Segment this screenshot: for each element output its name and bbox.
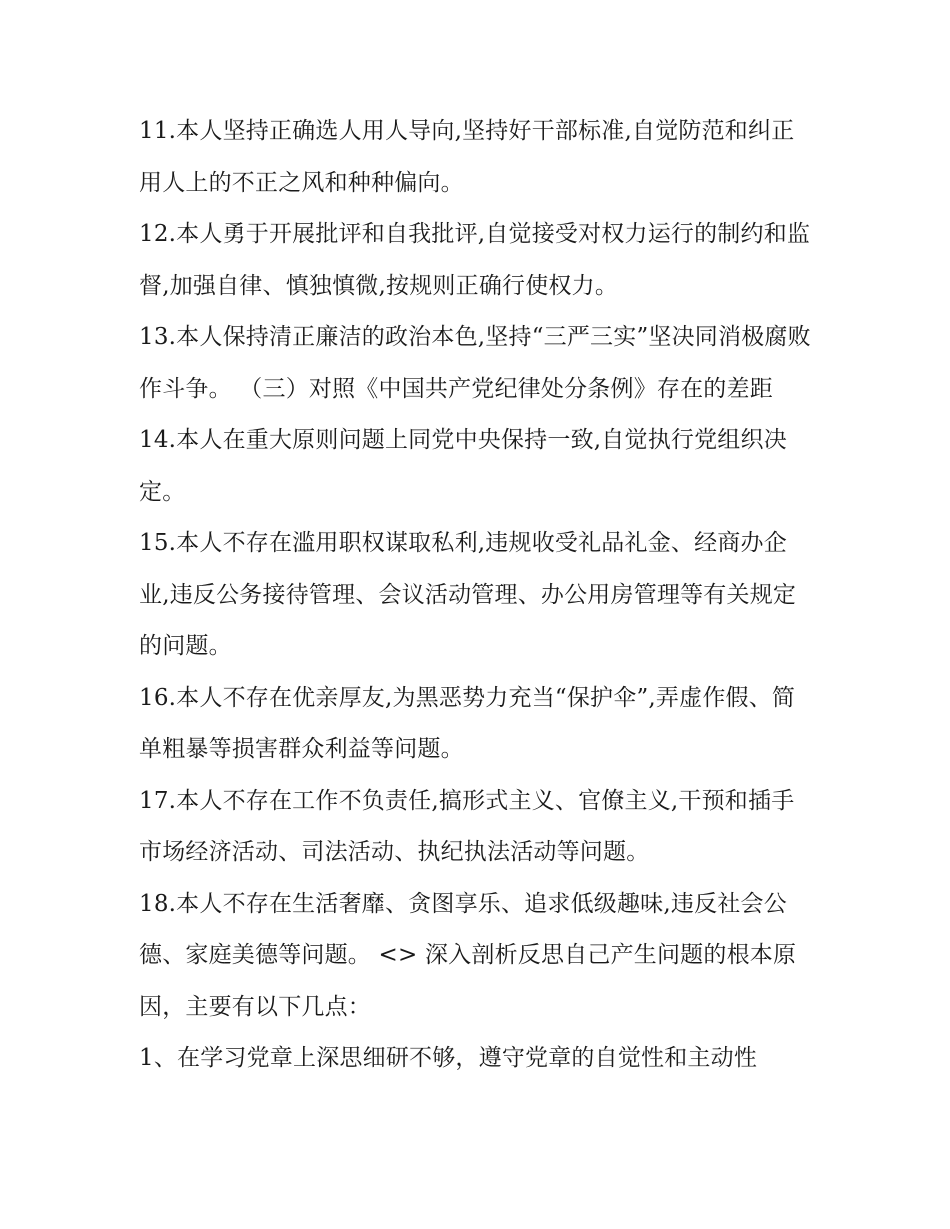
paragraph-item-root-cause-1: 1、在学习党章上深思细研不够，遵守党章的自觉性和主动性 xyxy=(139,1045,758,1071)
paragraph-item-13: 13.本人保持清正廉洁的政治本色,坚持“三严三实”坚决同消极腐败作斗争。 （三）对照《中国共产党纪律处分条例》存在的差距 xyxy=(139,324,811,402)
paragraph-item-14: 14.本人在重大原则问题上同党中央保持一致,自觉执行党组织决定。 xyxy=(139,427,787,505)
paragraph-item-11: 11.本人坚持正确选人用人导向,坚持好干部标准,自觉防范和纠正用人上的不正之风和种种偏向。 xyxy=(139,118,795,196)
paragraph-item-18: 18.本人不存在生活奢靡、贪图享乐、追求低级趣味,违反社会公德、家庭美德等问题。 <> 深入剖析反思自己产生问题的根本原因，主要有以下几点： xyxy=(139,890,797,1020)
paragraph-item-12: 12.本人勇于开展批评和自我批评,自觉接受对权力运行的制约和监督,加强自律、慎独慎微,按规则正确行使权力。 xyxy=(139,221,811,299)
paragraph-item-16: 16.本人不存在优亲厚友,为黑恶势力充当“保护伞”,弄虚作假、简单粗暴等损害群众利益等问题。 xyxy=(139,684,796,762)
paragraph-item-15: 15.本人不存在滥用职权谋取私利,违规收受礼品礼金、经商办企业,违反公务接待管理、会议活动管理、办公用房管理等有关规定的问题。 xyxy=(139,530,797,659)
paragraph-item-17: 17.本人不存在工作不负责任,搞形式主义、官僚主义,干预和插手市场经济活动、司法活动、执纪执法活动等问题。 xyxy=(139,787,795,865)
document-body xyxy=(139,106,811,1085)
